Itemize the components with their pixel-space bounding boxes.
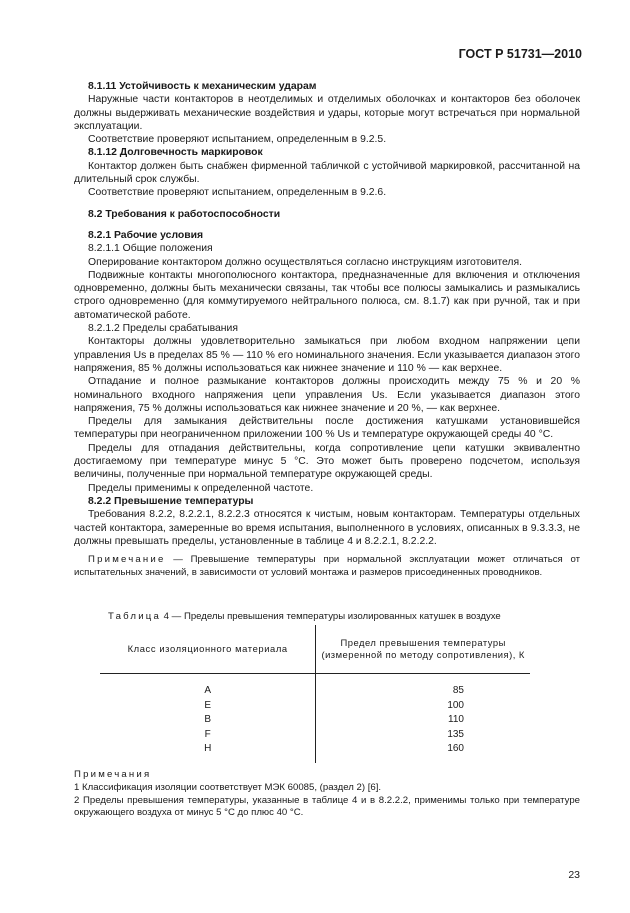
paragraph: Контакторы должны удовлетворительно замыкаться при любом входном напряжении цепи управления Us в пределах 85 % — 110 % его номинального значения. Если указывается диапазон этого напряжения, 85 % должны использоваться как нижнее значение и 110 % — как верхнее. — [74, 336, 580, 374]
cell-class: E — [100, 699, 316, 714]
paragraph: Пределы для отпадания действительны, когда сопротивление цепи катушки эквивалентно достигаемому при температуре минус 5 °С. Это может быть проверено подсчетом, используя величины, полученные при нормальной температуре окружающей среды. — [74, 442, 580, 481]
notes-label-text: Примечания — [74, 769, 152, 780]
paragraph: Наружные части контакторов в неотделимых и отделимых оболочках и контакторов без оболочек должны выдерживать механические воздействия и удары, которые могут встречаться при нормальной эксплуатации. — [74, 94, 580, 132]
paragraph: Соответствие проверяют испытанием, определенным в 9.2.6. — [88, 187, 387, 199]
table-title: 4 — Пределы превышения температуры изолированных катушек в воздухе — [161, 611, 501, 622]
paragraph: 8.2.1.1 Общие положения — [88, 243, 213, 255]
cell-limit: 110 — [448, 714, 464, 726]
paragraph: Требования 8.2.2, 8.2.2.1, 8.2.2.3 относятся к чистым, новым контакторам. Температуры отдельных частей контактора, замеренные во время испытания, выполненного в условиях, описанных в 9.3.3.3, не должны превышать пределы, установленные в таблице 4 и 8.2.2.1, 8.2.2.2. — [74, 509, 580, 547]
paragraph: Соответствие проверяют испытанием, определенным в 9.2.5. — [88, 134, 387, 146]
paragraph: Пределы для замыкания действительны после достижения катушками установившейся температуры при неограниченном приложении 100 % Us и температуре окружающей среды 40 °С. — [74, 416, 580, 441]
paragraph: Пределы применимы к определенной частоте. — [88, 482, 314, 494]
note-paragraph — [74, 554, 580, 579]
paragraph: 8.2.1.2 Пределы срабатывания — [88, 323, 238, 335]
table-row — [100, 674, 530, 699]
temperature-limits-table — [100, 625, 530, 763]
note-item: 2 Пределы превышения температуры, указанные в таблице 4 и в 8.2.2.2, применимы только при температуре окружающего воздуха от минус 5 °С до плюс 40 °С. — [74, 794, 580, 819]
table-row — [100, 728, 530, 743]
column-header-limit: Предел превышения температуры (измеренной по методу сопротивления), К — [316, 625, 530, 674]
section-heading: 8.1.11 Устойчивость к механическим ударам — [88, 81, 317, 92]
note-label: Примечание — [88, 554, 166, 566]
table-row — [100, 699, 530, 714]
cell-limit: 100 — [447, 699, 464, 711]
section-heading: 8.2.1 Рабочие условия — [88, 229, 204, 241]
cell-limit: 135 — [447, 728, 464, 740]
table-header-row — [100, 625, 530, 674]
table-notes — [74, 769, 580, 820]
table-row — [100, 713, 530, 728]
section-heading: 8.2 Требования к работоспособности — [88, 208, 281, 220]
section-heading: 8.2.2 Превышение температуры — [88, 495, 254, 507]
cell-class: B — [100, 713, 316, 728]
standard-number: ГОСТ Р 51731—2010 — [458, 47, 582, 61]
paragraph: Отпадание и полное размыкание контакторов должны происходить между 75 % и 20 % номинального входного напряжения цепи управления Us. Если указывается диапазон этого напряжения, 75 % должны использоваться как нижнее значение и 20 %, — как верхнее. — [74, 376, 580, 414]
table-label: Таблица — [108, 611, 162, 622]
cell-class: H — [100, 742, 316, 763]
note-text: — Превышение температуры при нормальной эксплуатации может отличаться от испытательных значений, в зависимости от условий монтажа и размеров присоединенных проводников. — [74, 554, 580, 578]
paragraph: Контактор должен быть снабжен фирменной табличкой с устойчивой маркировкой, рассчитанной на длительный срок службы. — [74, 160, 580, 186]
cell-limit: 85 — [452, 685, 464, 696]
table-caption — [108, 611, 501, 622]
paragraph: Оперирование контактором должно осуществляться согласно инструкциям изготовителя. — [88, 256, 522, 268]
body-text — [74, 80, 580, 579]
column-header-class: Класс изоляционного материала — [100, 625, 316, 674]
cell-limit: 160 — [447, 743, 464, 755]
section-heading: 8.1.12 Долговечность маркировок — [88, 147, 263, 159]
notes-label — [74, 769, 580, 782]
page-number: 23 — [568, 869, 580, 881]
cell-class: F — [100, 728, 316, 743]
cell-class: A — [100, 674, 316, 699]
table-row — [100, 742, 530, 763]
note-item: 1 Классификация изоляции соответствует МЭК 60085, (раздел 2) [6]. — [74, 781, 382, 793]
paragraph: Подвижные контакты многополюсного контактора, предназначенные для включения и отключения одновременно, должны быть механически связаны, так чтобы все полюсы замыкались и размыкались строго одновременно (для коммутируемого нейтрального полюса, см. 8.1.7) как при ручной, так и при автоматической работе. — [74, 269, 580, 321]
